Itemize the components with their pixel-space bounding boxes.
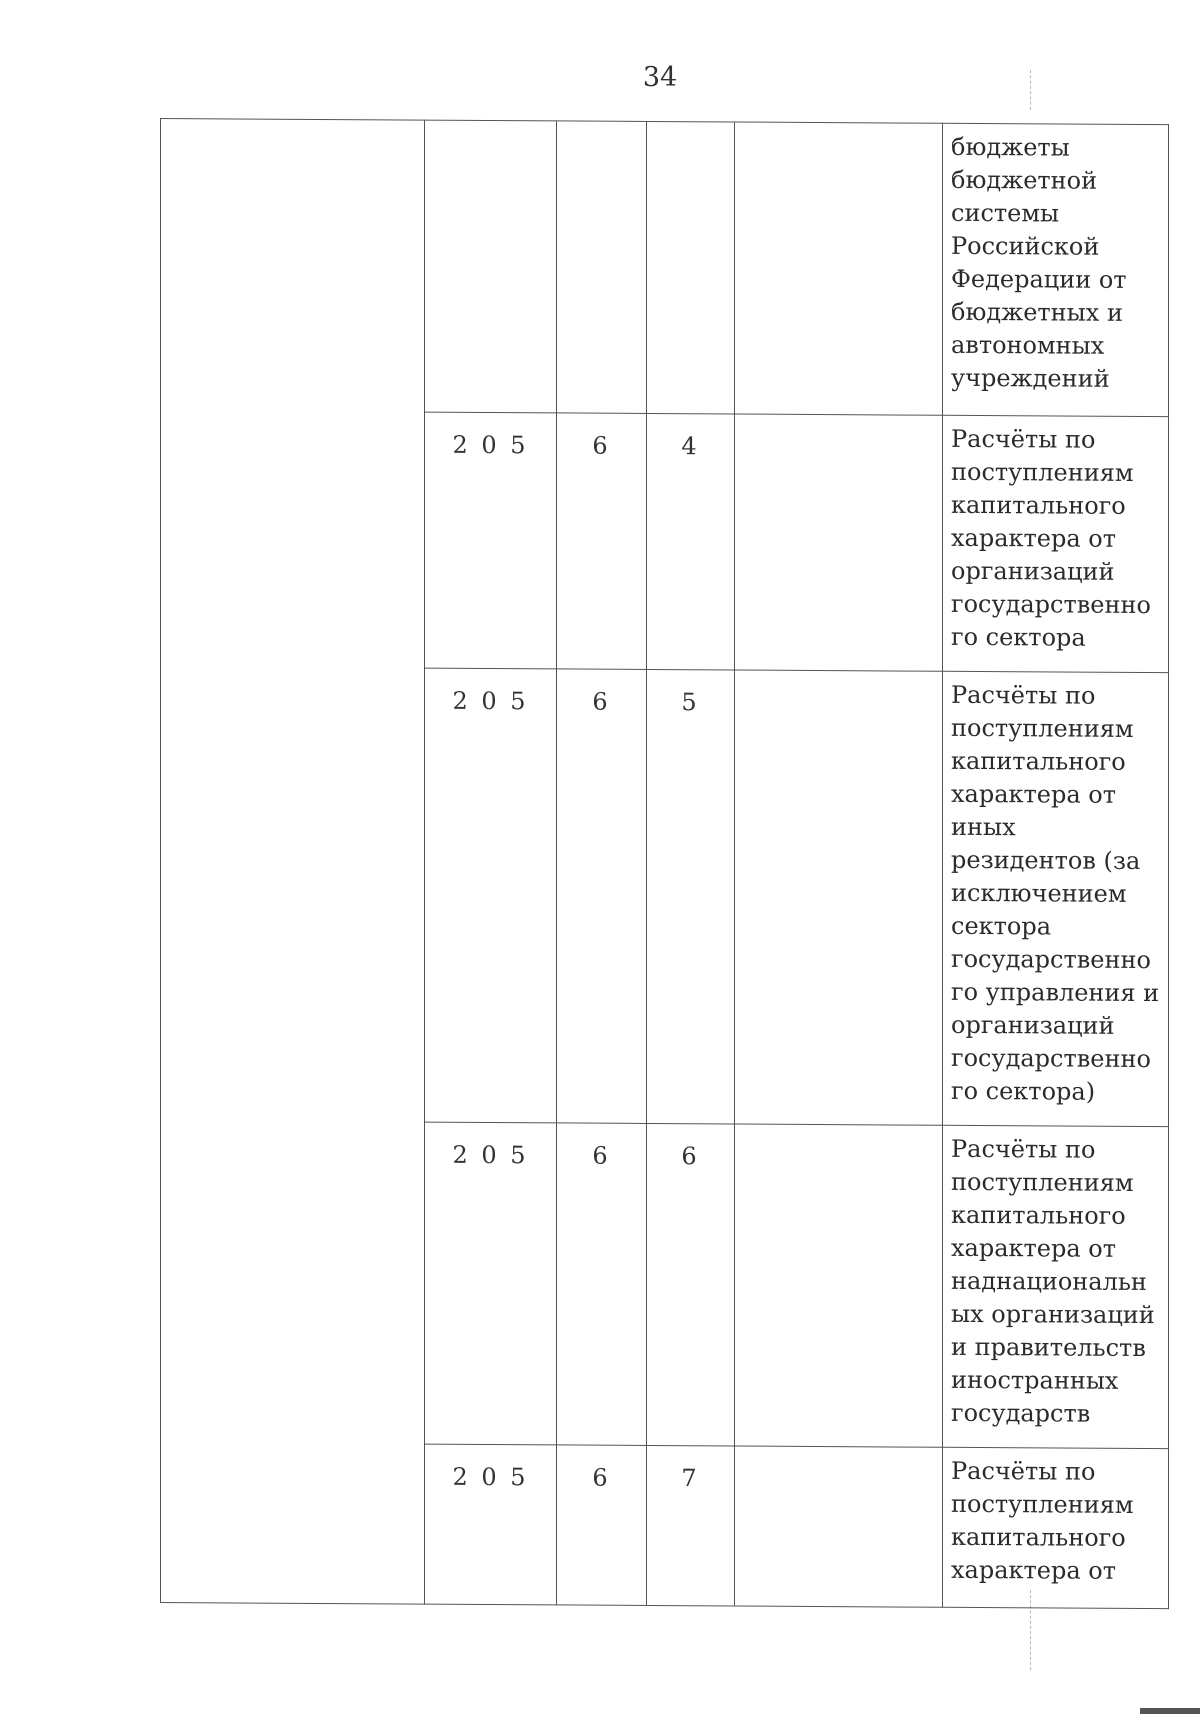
code-cell-c bbox=[647, 121, 735, 414]
code-cell-d bbox=[735, 670, 943, 1125]
code-cell-a: 2 0 5 bbox=[425, 412, 557, 669]
scan-fold-line bbox=[1030, 70, 1031, 110]
code-cell-b: 6 bbox=[557, 1123, 647, 1446]
code-cell-a bbox=[425, 120, 557, 413]
code-cell-a: 2 0 5 bbox=[425, 1444, 557, 1605]
classification-table bbox=[160, 118, 1169, 1609]
description-cell: Расчёты по поступлениям капитального характера от организаций государственного сектора bbox=[943, 415, 1169, 672]
code-cell-a: 2 0 5 bbox=[425, 1122, 557, 1445]
code-cell-d bbox=[735, 1446, 943, 1607]
code-cell-c: 5 bbox=[647, 669, 735, 1124]
merged-left-cell bbox=[161, 119, 425, 1605]
scan-edge-mark bbox=[1140, 1708, 1200, 1714]
description-cell: Расчёты по поступлениям капитального характера от наднациональных организаций и правительств иностранных государств bbox=[943, 1125, 1169, 1448]
code-cell-c: 7 bbox=[647, 1445, 735, 1606]
code-cell-c: 6 bbox=[647, 1123, 735, 1446]
code-cell-b bbox=[557, 121, 647, 414]
description-cell: Расчёты по поступлениям капитального характера от иных резидентов (за исключением сектора государственного управления и организаций государственного сектора) bbox=[943, 671, 1169, 1126]
code-cell-a: 2 0 5 bbox=[425, 668, 557, 1123]
code-cell-b: 6 bbox=[557, 669, 647, 1124]
code-cell-d bbox=[735, 414, 943, 671]
description-cell: Расчёты по поступлениям капитального характера от bbox=[943, 1447, 1169, 1608]
description-cell: бюджеты бюджетной системы Российской Федерации от бюджетных и автономных учреждений bbox=[943, 123, 1169, 416]
code-cell-b: 6 bbox=[557, 1445, 647, 1606]
table-row bbox=[161, 119, 1169, 417]
code-cell-d bbox=[735, 122, 943, 415]
code-cell-d bbox=[735, 1124, 943, 1447]
code-cell-b: 6 bbox=[557, 413, 647, 670]
page-number: 34 bbox=[642, 62, 678, 93]
code-cell-c: 4 bbox=[647, 413, 735, 670]
